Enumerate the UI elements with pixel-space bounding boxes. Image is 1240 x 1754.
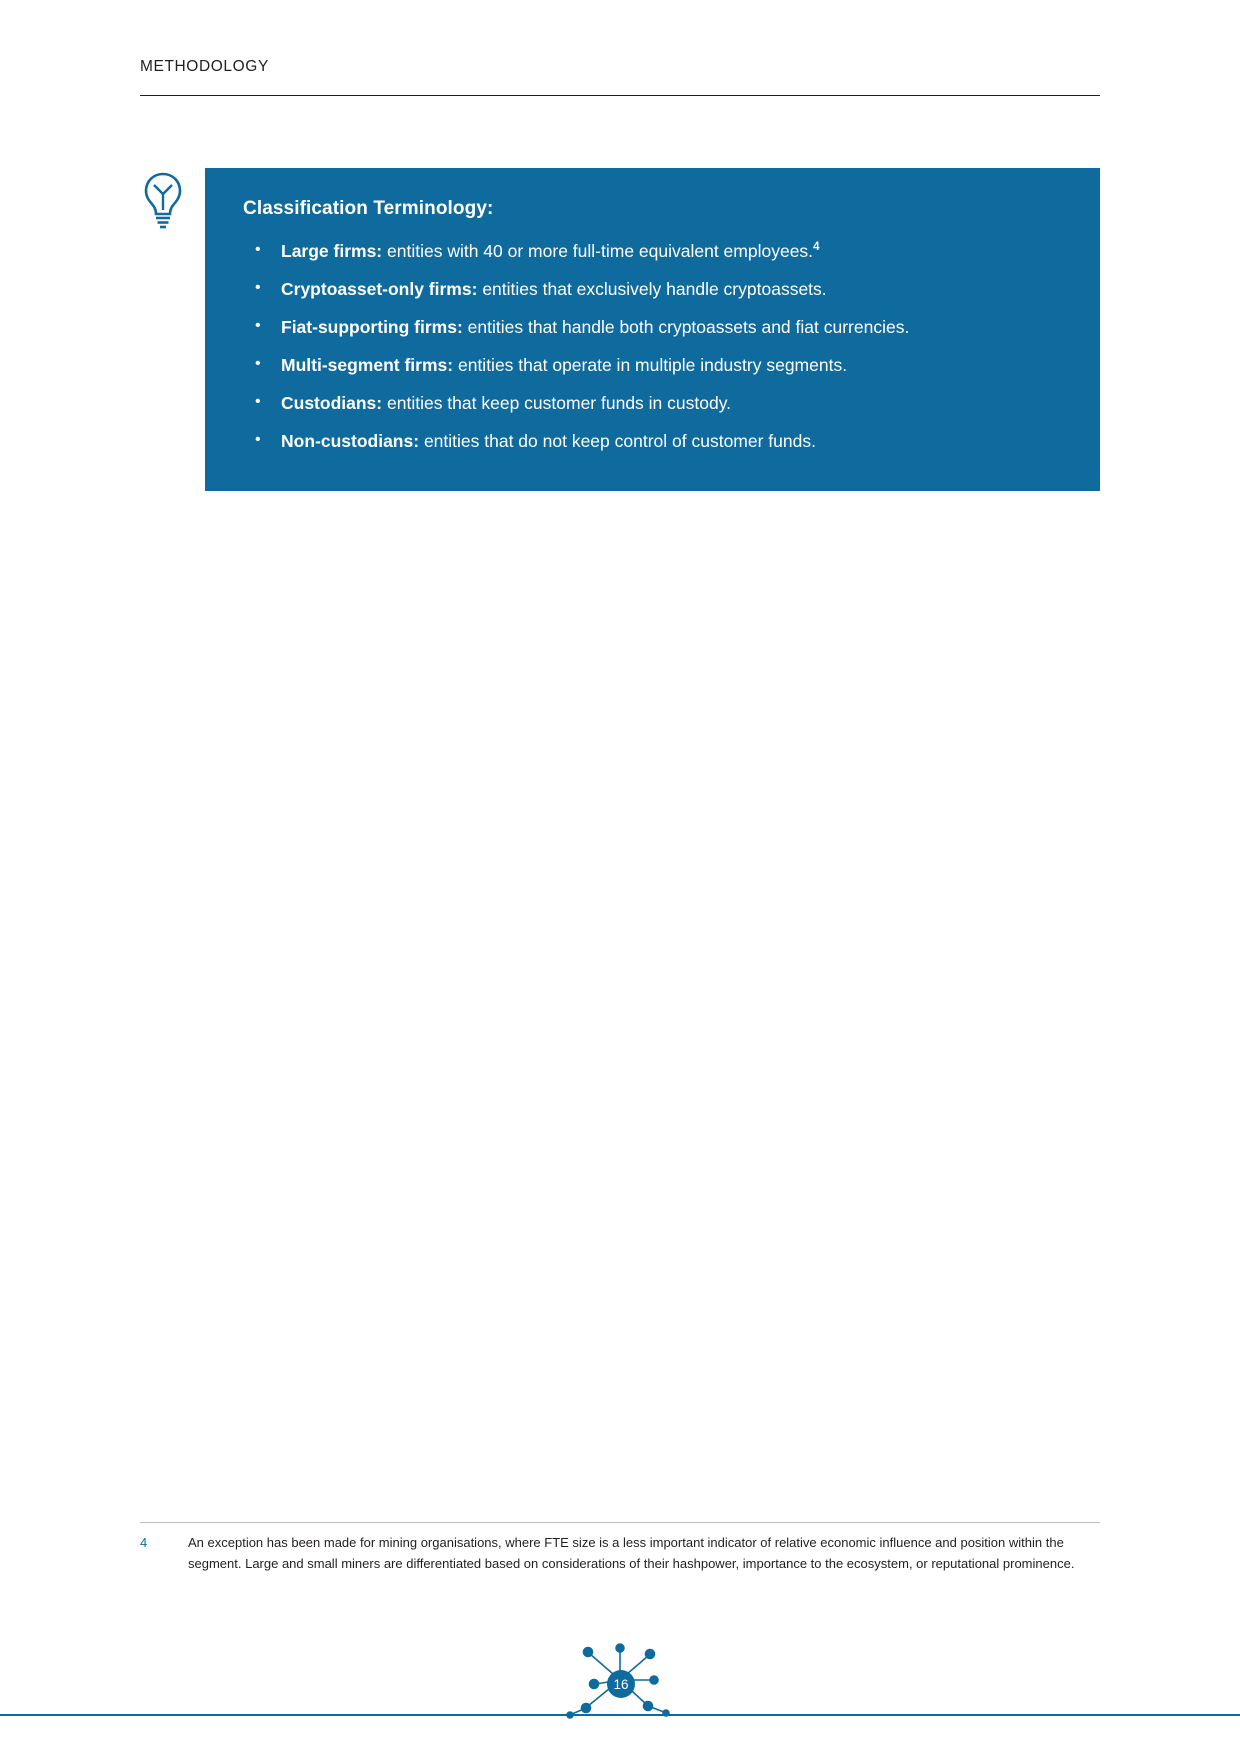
- lightbulb-icon: [138, 170, 188, 232]
- list-item: [243, 350, 1060, 380]
- page-number: 16: [607, 1670, 635, 1698]
- term-definition: entities with 40 or more full-time equivalent employees.: [387, 241, 814, 261]
- classification-terminology-callout: [205, 168, 1100, 491]
- header-divider: [140, 95, 1100, 96]
- footnote-text: An exception has been made for mining organisations, where FTE size is a less important indicator of relative economic influence and position within the segment. Large and small miners are differentiated based on considerations of their hashpower, importance to the ecosystem, or reputational prominence.: [188, 1535, 1075, 1572]
- list-item: [243, 236, 1060, 266]
- bullet-icon: •: [255, 241, 261, 258]
- term-definition: entities that do not keep control of customer funds.: [423, 431, 816, 452]
- terminology-list: [243, 236, 1060, 457]
- term-label: Large firms:: [281, 241, 383, 261]
- term-definition: entities that handle both cryptoassets and fiat currencies.: [467, 317, 910, 338]
- footnote: [140, 1532, 1100, 1574]
- term-label: Cryptoasset-only firms:: [281, 279, 478, 300]
- bullet-icon: •: [255, 355, 261, 373]
- bullet-icon: •: [255, 317, 261, 335]
- footer-divider: [0, 1714, 1240, 1716]
- term-definition: entities that operate in multiple industry segments.: [457, 355, 848, 376]
- list-item: [243, 388, 1060, 418]
- footnote-divider: [140, 1522, 1100, 1523]
- page-title: METHODOLOGY: [140, 58, 269, 75]
- term-label: Non-custodians:: [281, 431, 420, 452]
- footnote-reference[interactable]: 4: [813, 241, 820, 254]
- list-item: [243, 426, 1060, 456]
- page-header: [140, 58, 1100, 76]
- bullet-icon: •: [255, 393, 261, 411]
- term-label: Multi-segment firms:: [281, 355, 454, 376]
- term-label: Custodians:: [281, 393, 383, 414]
- bullet-icon: •: [255, 431, 261, 449]
- list-item: [243, 274, 1060, 304]
- term-label: Fiat-supporting firms:: [281, 317, 463, 338]
- term-definition: entities that exclusively handle cryptoassets.: [482, 279, 827, 300]
- list-item: [243, 312, 1060, 342]
- term-definition: entities that keep customer funds in custody.: [387, 393, 732, 414]
- bullet-icon: •: [255, 279, 261, 297]
- footnote-number: 4: [140, 1535, 148, 1550]
- callout-title: Classification Terminology:: [243, 198, 494, 219]
